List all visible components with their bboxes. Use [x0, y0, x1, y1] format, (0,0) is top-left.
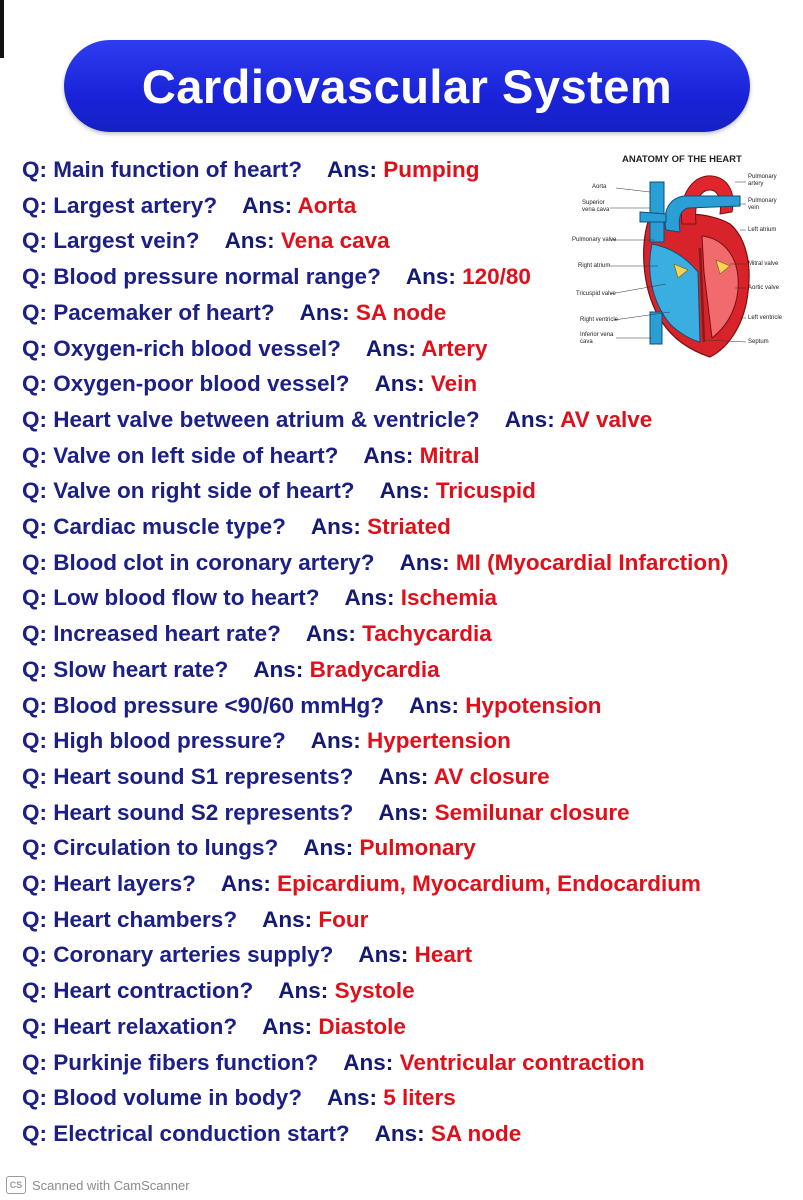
label-pulmonary-valve: Pulmonary valve [572, 237, 617, 243]
label-pulmonary-vein: Pulmonary vein [748, 198, 777, 211]
question-text: Q: High blood pressure? [22, 728, 286, 754]
answer-text: Ischemia [400, 585, 498, 611]
answer-label: Ans: [262, 1013, 313, 1039]
camscanner-logo-icon: CS [6, 1176, 26, 1194]
qa-row [22, 973, 415, 1009]
answer-label: Ans: [305, 621, 356, 647]
answer-text: Pulmonary [359, 835, 476, 861]
qa-row [22, 759, 550, 795]
label-right-ventricle: Right ventricle [580, 317, 619, 323]
answer-label: Ans: [363, 442, 414, 468]
answer-label: Ans: [303, 835, 354, 861]
diagram-title: ANATOMY OF THE HEART [622, 154, 742, 165]
question-text: Q: Heart relaxation? [22, 1013, 238, 1039]
answer-text: Diastole [318, 1013, 406, 1039]
answer-label: Ans: [374, 1120, 425, 1146]
answer-text: SA node [355, 299, 447, 325]
label-tricuspid-valve: Tricuspid valve [576, 291, 616, 297]
label-pulmonary-artery: Pulmonary artery [748, 174, 777, 187]
question-text: Q: Circulation to lungs? [22, 835, 279, 861]
question-text: Q: Oxygen-poor blood vessel? [22, 371, 350, 397]
label-left-atrium: Left atrium [748, 227, 777, 233]
answer-label: Ans: [405, 264, 456, 290]
question-text: Q: Slow heart rate? [22, 656, 229, 682]
answer-label: Ans: [242, 192, 293, 218]
answer-label: Ans: [310, 514, 361, 539]
qa-row [22, 1045, 645, 1081]
question-text: Q: Heart contraction? [22, 978, 254, 1004]
qa-row [22, 652, 440, 688]
heart-anatomy-diagram [570, 152, 794, 374]
answer-label: Ans: [379, 478, 430, 504]
answer-text: Pumping [383, 157, 480, 182]
scanner-footer [6, 1176, 190, 1194]
title-banner [64, 40, 750, 132]
qa-row [22, 1009, 406, 1045]
answer-label: Ans: [343, 1049, 394, 1075]
label-right-atrium: Right atrium [578, 263, 611, 269]
answer-label: Ans: [504, 406, 555, 432]
answer-text: AV valve [560, 406, 653, 432]
answer-text: MI (Myocardial Infarction) [455, 549, 729, 575]
answer-label: Ans: [299, 299, 350, 325]
answer-text: Mitral [419, 442, 480, 468]
qa-row [22, 331, 488, 367]
question-text: Q: Electrical conduction start? [22, 1120, 350, 1146]
question-text: Q: Oxygen-rich blood vessel? [22, 335, 341, 361]
question-text: Q: Increased heart rate? [22, 621, 281, 647]
qa-row [22, 402, 652, 438]
question-text: Q: Coronary arteries supply? [22, 942, 334, 968]
qa-row [22, 295, 446, 331]
answer-text: Hypotension [465, 692, 602, 718]
qa-row [22, 830, 476, 866]
answer-label: Ans: [374, 371, 425, 397]
answer-label: Ans: [327, 1085, 378, 1111]
answer-text: Semilunar closure [434, 799, 630, 825]
footer-text: Scanned with CamScanner [32, 1177, 190, 1193]
question-text: Q: Cardiac muscle type? [22, 514, 286, 539]
answer-text: Epicardium, Myocardium, Endocardium [277, 871, 701, 896]
answer-text: Systole [334, 978, 415, 1004]
answer-text: Aorta [297, 192, 357, 218]
qa-row [22, 616, 492, 652]
label-septum: Septum [748, 339, 769, 345]
answer-text: Heart [414, 942, 473, 968]
answer-label: Ans: [399, 549, 450, 575]
qa-row [22, 259, 531, 295]
qa-row [22, 366, 477, 402]
label-left-ventricle: Left ventricle [748, 315, 783, 321]
label-superior-vena-cava: Superior vena cava [582, 200, 610, 213]
answer-text: Hypertension [367, 728, 511, 754]
answer-text: Ventricular contraction [399, 1049, 645, 1075]
question-text: Q: Valve on left side of heart? [22, 442, 339, 468]
answer-label: Ans: [253, 656, 304, 682]
qa-row [22, 902, 368, 938]
question-text: Q: Main function of heart? [22, 157, 302, 182]
qa-row [22, 1116, 521, 1152]
question-text: Q: Blood clot in coronary artery? [22, 549, 375, 575]
qa-row [22, 509, 451, 545]
label-inferior-vena-cava: Inferior vena cava [580, 332, 614, 345]
answer-label: Ans: [220, 871, 271, 896]
question-text: Q: Blood pressure <90/60 mmHg? [22, 692, 384, 718]
answer-text: Tricuspid [435, 478, 536, 504]
qa-row [22, 152, 480, 188]
answer-label: Ans: [262, 906, 313, 932]
question-text: Q: Heart sound S2 represents? [22, 799, 354, 825]
qa-row [22, 473, 536, 509]
answer-text: Tachycardia [362, 621, 492, 647]
question-text: Q: Heart layers? [22, 871, 196, 896]
question-text: Q: Largest artery? [22, 192, 218, 218]
answer-label: Ans: [378, 763, 429, 789]
qa-row [22, 545, 728, 581]
qa-row [22, 438, 480, 474]
qa-row [22, 223, 390, 259]
question-text: Q: Heart chambers? [22, 906, 238, 932]
label-aortic-valve: Aortic valve [748, 285, 780, 291]
label-aorta: Aorta [592, 184, 607, 190]
question-text: Q: Low blood flow to heart? [22, 585, 320, 611]
question-text: Q: Heart sound S1 represents? [22, 763, 354, 789]
qa-row [22, 795, 630, 831]
answer-text: SA node [430, 1120, 522, 1146]
qa-row [22, 188, 356, 224]
answer-label: Ans: [278, 978, 329, 1004]
answer-label: Ans: [409, 692, 459, 718]
answer-text: Vena cava [280, 228, 390, 254]
qa-row [22, 723, 511, 759]
answer-text: Striated [367, 514, 451, 539]
qa-row [22, 688, 602, 724]
answer-text: 120/80 [462, 264, 531, 290]
answer-label: Ans: [344, 585, 395, 611]
question-text: Q: Largest vein? [22, 228, 200, 254]
qa-row [22, 866, 701, 902]
answer-text: Artery [421, 335, 488, 361]
answer-label: Ans: [310, 728, 361, 754]
answer-text: AV closure [433, 763, 550, 789]
question-text: Q: Pacemaker of heart? [22, 299, 275, 325]
qa-row [22, 580, 497, 616]
question-text: Q: Blood pressure normal range? [22, 264, 381, 290]
question-text: Q: Heart valve between atrium & ventricle? [22, 406, 480, 432]
answer-label: Ans: [365, 335, 416, 361]
answer-text: Bradycardia [309, 656, 440, 682]
question-text: Q: Purkinje fibers function? [22, 1049, 319, 1075]
question-text: Q: Valve on right side of heart? [22, 478, 355, 504]
qa-row [22, 1080, 456, 1116]
qa-row [22, 937, 472, 973]
answer-label: Ans: [224, 228, 275, 254]
answer-text: 5 liters [383, 1085, 456, 1111]
answer-label: Ans: [378, 799, 429, 825]
scan-edge-mark [0, 0, 4, 58]
answer-text: Four [318, 906, 369, 932]
answer-label: Ans: [327, 157, 377, 182]
question-text: Q: Blood volume in body? [22, 1085, 302, 1111]
label-mitral-valve: Mitral valve [748, 261, 779, 267]
answer-text: Vein [430, 371, 478, 397]
answer-label: Ans: [358, 942, 409, 968]
page-title: Cardiovascular System [141, 59, 673, 113]
